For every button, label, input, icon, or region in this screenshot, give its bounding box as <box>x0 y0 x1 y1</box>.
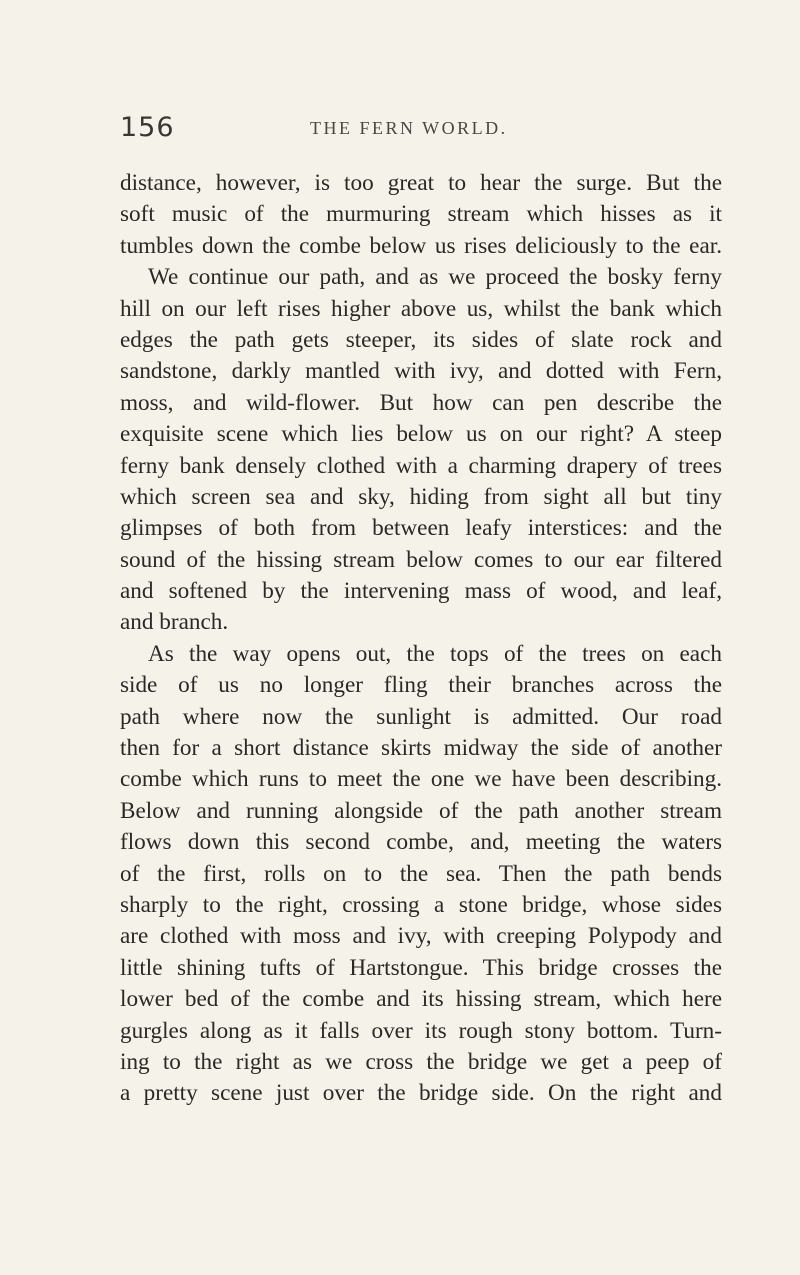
text-line: sandstone, darkly mantled with ivy, and dotted with Fern, <box>120 358 722 385</box>
text-line: are clothed with moss and ivy, with creeping Polypody and <box>120 923 722 950</box>
text-line: a pretty scene just over the bridge side. On the right and <box>120 1080 722 1107</box>
text-line: combe which runs to meet the one we have been describing. <box>120 766 722 793</box>
text-line: path where now the sunlight is admitted. Our road <box>120 703 722 730</box>
text-line: glimpses of both from between leafy interstices: and the <box>120 515 722 542</box>
text-line: soft music of the murmuring stream which hisses as it <box>120 201 722 228</box>
text-line: and branch. <box>120 609 229 636</box>
text-line: flows down this second combe, and, meeting the waters <box>120 829 722 856</box>
text-line: exquisite scene which lies below us on our right? A steep <box>120 421 722 448</box>
page-number: 156 <box>120 112 175 143</box>
page-header <box>120 112 720 152</box>
text-line: tumbles down the combe below us rises deliciously to the ear. <box>120 232 722 259</box>
text-line: then for a short distance skirts midway the side of another <box>120 735 722 762</box>
running-title: THE FERN WORLD. <box>310 118 508 138</box>
text-line: moss, and wild-flower. But how can pen describe the <box>120 389 722 416</box>
text-line: gurgles along as it falls over its rough stony bottom. Turn- <box>120 1017 722 1044</box>
text-line: side of us no longer fling their branches across the <box>120 672 722 699</box>
text-line: sound of the hissing stream below comes to our ear filtered <box>120 546 722 573</box>
text-line: sharply to the right, crossing a stone bridge, whose sides <box>120 891 722 918</box>
text-line: edges the path gets steeper, its sides of slate rock and <box>120 326 722 353</box>
text-line: of the first, rolls on to the sea. Then the path bends <box>120 860 722 887</box>
text-line: hill on our left rises higher above us, whilst the bank which <box>120 295 722 322</box>
text-line: We continue our path, and as we proceed the bosky ferny <box>148 264 722 291</box>
text-line: lower bed of the combe and its hissing stream, which here <box>120 986 722 1013</box>
text-line: As the way opens out, the tops of the trees on each <box>148 640 722 667</box>
text-line: little shining tufts of Hartstongue. This bridge crosses the <box>120 954 722 981</box>
text-line: Below and running alongside of the path another stream <box>120 797 722 824</box>
body-text <box>120 168 722 1110</box>
text-line: which screen sea and sky, hiding from sight all but tiny <box>120 483 722 510</box>
text-line: distance, however, is too great to hear the surge. But the <box>120 170 722 196</box>
text-line: ferny bank densely clothed with a charming drapery of trees <box>120 452 722 479</box>
text-line: ing to the right as we cross the bridge we get a peep of <box>120 1048 722 1075</box>
text-line: and softened by the intervening mass of wood, and leaf, <box>120 578 722 605</box>
